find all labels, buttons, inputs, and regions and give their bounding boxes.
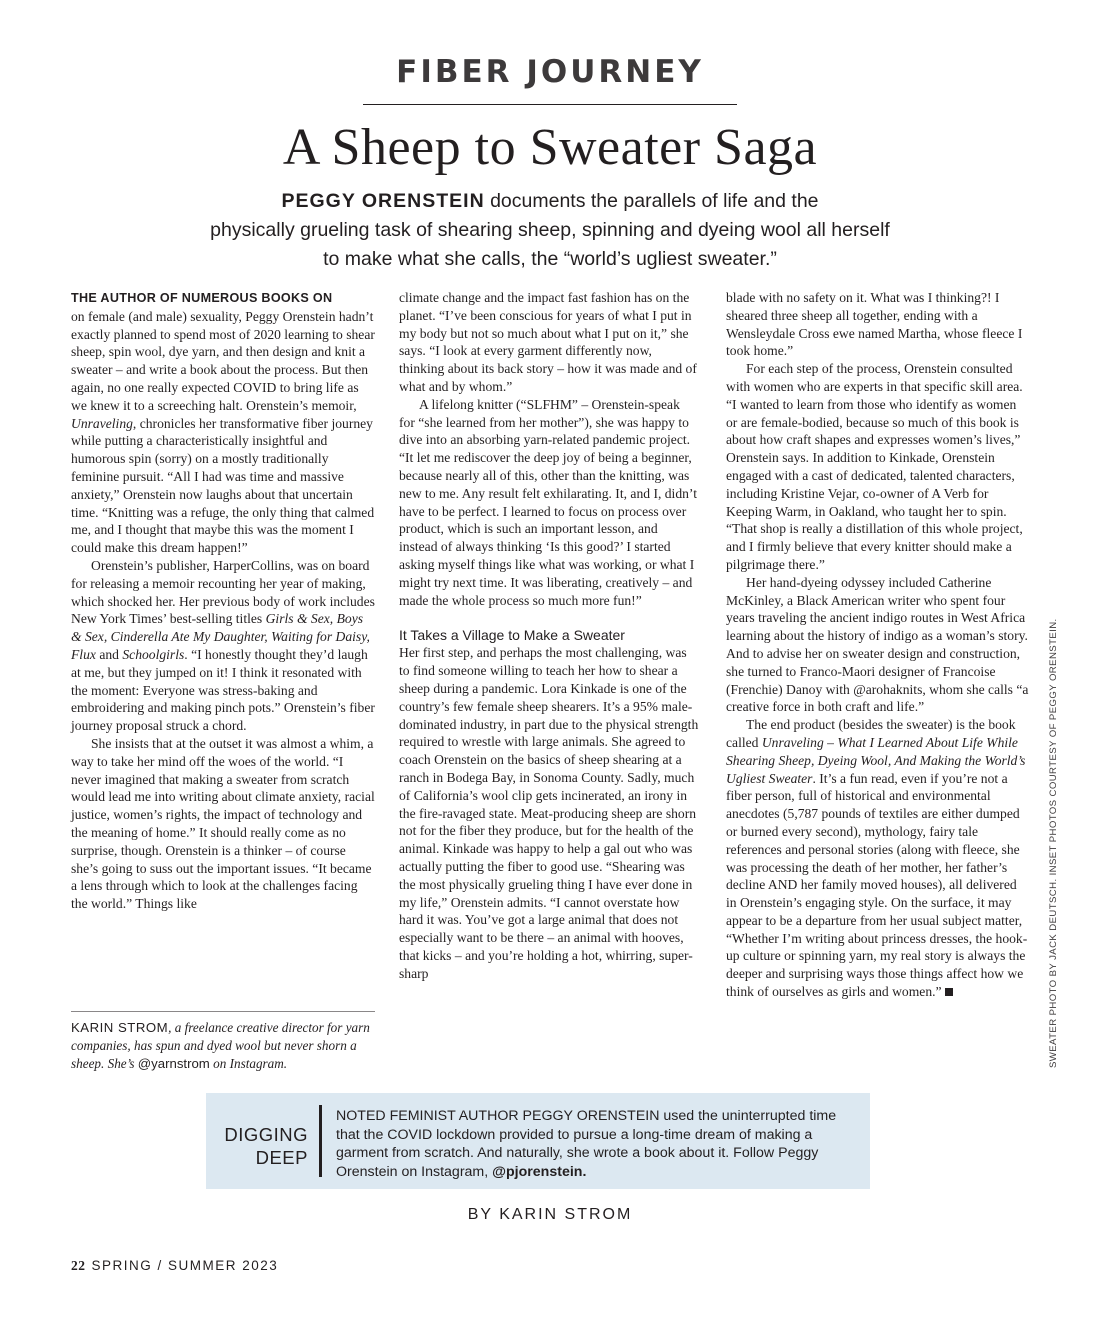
column-2 bbox=[399, 289, 699, 982]
folio bbox=[71, 1258, 278, 1274]
label-line: DEEP bbox=[255, 1147, 308, 1168]
paragraph bbox=[71, 289, 375, 557]
text-run: . It’s a fun read, even if you’re not a fiber person, full of historical and environmental anecdotes (5,787 pounds of textiles are either dumped or burned every second), mythology, fairy tale references and personal stories (along with fleece, she was processing the death of her mother, her father’s decline AND her family moved houses), all delivered in Orenstein’s engaging style. On the surface, it may appear to be a departure from her usual subject matter, “Whether I’m writing about princess dresses, the hook-up culture or spinning yarn, my real story is always the deeper and surprising ways those things affect how we think of ourselves as girls and women.” bbox=[726, 770, 1028, 1000]
photo-credit: SWEATER PHOTO BY JACK DEUTSCH. INSET PHOTOS COURTESY OF PEGGY ORENSTEIN. bbox=[1048, 618, 1059, 1068]
text-run: The end product (besides the sweater) is the book called bbox=[726, 717, 1016, 750]
page-number: 22 bbox=[71, 1258, 86, 1273]
header-rule bbox=[363, 104, 737, 105]
column-3 bbox=[726, 289, 1030, 1001]
digging-deep-text bbox=[336, 1107, 861, 1181]
book-title: Unraveling bbox=[71, 415, 133, 431]
text-run: on female (and male) sexuality, Peggy Orenstein hadn’t exactly planned to spend most of 2020 learning to shear sheep, spin wool, dye yarn, and then design and knit a sweater – and write a book about the process. But then again, no one really expected COVID to bring life as we knew it to a screeching halt. Orenstein’s memoir, bbox=[71, 308, 375, 413]
deck-line1: documents the parallels of life and the bbox=[484, 190, 819, 212]
text-run: , chronicles her transformative fiber journey while putting a characteristically insightful and humorous spin (sorry) on a mostly traditionally feminine pursuit. “All I had was time and massive anxiety,” Orenstein now laughs about that uncertain time. “Knitting was a refuge, the only thing that calmed me, and I thought that maybe this was the moment I could make this dream happen!” bbox=[71, 415, 375, 556]
bio-name: KARIN STROM bbox=[71, 1020, 169, 1035]
book-title: Unraveling – What I Learned About Life While Shearing Sheep, Dyeing Wool, And Making the World’s Ugliest Sweater bbox=[726, 734, 1026, 786]
paragraph: A lifelong knitter (“SLFHM” – Orenstein-speak for “she learned from her mother”), she was happy to dive into an absorbing yarn-related pandemic project. “It let me rediscover the deep joy of being a beginner, because nearly all of this, other than the knitting, was new to me. Any result felt exhilarating. It, and I, didn’t have to be perfect. I learned to focus on process over product, which is such an important lesson, and instead of always thinking ‘Is this good?’ I started asking myself things like what was working, or what I might try next time. It was liberating, creatively – and made the whole process so much more fun!” bbox=[399, 396, 697, 608]
article-title: A Sheep to Sweater Saga bbox=[282, 119, 818, 176]
deck-author: PEGGY ORENSTEIN bbox=[281, 190, 485, 212]
text-run: . “I honestly thought they’d laugh at me, but they jumped on it! I think it resonated with the moment: Everyone was stress-baking and embroidering and making pinch pots.” Orenstein’s fiber journey proposal struck a chord. bbox=[71, 646, 375, 734]
column-1 bbox=[71, 289, 375, 913]
paragraph: She insists that at the outset it was almost a whim, a way to take her mind off the woes of the world. “I never imagined that making a sweater from scratch would lead me into writing about climate anxiety, racial justice, women’s rights, the impact of technology and the meaning of home.” It should really come as no surprise, though. Orenstein is a thinker – of course she’s going to suss out the important issues. “It became a lens through which to look at the challenges facing the world.” Things like bbox=[71, 735, 375, 912]
paragraph: Her hand-dyeing odyssey included Catherine McKinley, a Black American writer who spent four years traveling the ancient indigo routes in West Africa learning about the history of indigo as a woman’s story. And to advise her on sweater design and construction, she turned to Franco-Maori designer of Francoise (Frenchie) Danoy with @arohaknits, whom she calls “a creative force in both craft and life.” bbox=[726, 574, 1029, 715]
bio-instagram-handle[interactable]: @yarnstrom bbox=[137, 1055, 210, 1071]
label-line: DIGGING bbox=[224, 1124, 308, 1145]
paragraph: For each step of the process, Orenstein consulted with women who are experts in that specific skill area. “I wanted to learn from those who identify as women or are female-bodied, because so much of this book is about how craft shapes and expresses women’s lives,” Orenstein says. In addition to Kinkade, Orenstein engaged with a cast of dedicated, talented characters, including Kristine Vejar, co-owner of A Verb for Keeping Warm, in Oakland, who taught her to spin. “That shop is really a distillation of this whole project, and I firmly believe that every knitter should make a pilgrimage there.” bbox=[726, 361, 1023, 572]
paragraph: Her first step, and perhaps the most challenging, was to find someone willing to teach her how to shear a sheep during a pandemic. Lora Kinkade is one of the country’s few female sheep shearers. It’s a 95% male-dominated industry, in part due to the physical strength required to wrestle with large animals. She agreed to coach Orenstein on the basics of sheep shearing at a ranch in Bodega Bay, in Sonoma County. Sadly, much of California’s wool clip gets incinerated, an irony in the fire-ravaged state. Meat-producing sheep are shorn not for the fiber they produce, but for the health of the animal. Kinkade was happy to help a gal out who was actually putting the fiber to good use. “Shearing was the most physically grueling thing I have ever done in my life,” Orenstein admits. “I cannot overstate how hard it was. You’ve got a large animal that does not especially want to be there – an animal with hooves, that kicks – and you’re holding a hot, whirring, super-sharp bbox=[399, 645, 699, 981]
digging-deep-label bbox=[206, 1123, 308, 1169]
author-bio bbox=[71, 1019, 371, 1072]
paragraph bbox=[726, 716, 1030, 1001]
byline: BY KARIN STROM bbox=[467, 1206, 633, 1223]
paragraph: climate change and the impact fast fashion has on the planet. “I’ve been conscious for years of what I put in my body but not so much about what I put on it,” she says. “I look at every garment differently now, thinking about its back story – how it was made and of what and by whom.” bbox=[399, 290, 697, 394]
paragraph bbox=[71, 557, 375, 735]
text-run: and bbox=[95, 646, 123, 662]
instagram-handle-link[interactable]: @pjorenstein. bbox=[492, 1163, 587, 1180]
digging-deep-rule bbox=[319, 1105, 322, 1177]
book-titles: Girls & Sex, Boys & Sex, Cinderella Ate My Daughter, Waiting for Daisy, Flux bbox=[71, 611, 370, 662]
text-run: Orenstein’s publisher, HarperCollins, was on board for releasing a memoir recounting her year of making, which shocked her. Her previous body of work includes New York Times’ best-selling titles bbox=[71, 557, 375, 627]
paragraph: blade with no safety on it. What was I thinking?! I sheared three sheep all together, ending with a Wensleydale Cross ewe named Martha, whose fleece I took home.” bbox=[726, 290, 1023, 359]
article-deck bbox=[150, 187, 950, 274]
deck-line3: to make what she calls, the “world’s ugliest sweater.” bbox=[323, 248, 777, 270]
subheading: It Takes a Village to Make a Sweater bbox=[399, 627, 625, 644]
section-label: FIBER JOURNEY bbox=[396, 54, 704, 90]
digging-deep-body: NOTED FEMINIST AUTHOR PEGGY ORENSTEIN used the uninterrupted time that the COVID lockdown provided to pursue a long-time dream of making a garment from scratch. And naturally, she wrote a book about it. Follow Peggy Orenstein on Instagram, bbox=[336, 1108, 837, 1180]
bio-text: , a freelance creative director for yarn companies, has spun and dyed wool but never shorn a sheep. She’s bbox=[71, 1020, 370, 1071]
bio-rule bbox=[71, 1011, 375, 1012]
lead-in: THE AUTHOR OF NUMEROUS BOOKS ON bbox=[71, 291, 333, 305]
bio-tail: on Instagram. bbox=[209, 1055, 288, 1071]
deck-line2: physically grueling task of shearing sheep, spinning and dyeing wool all herself bbox=[210, 219, 890, 241]
issue-name: SPRING / SUMMER 2023 bbox=[91, 1258, 279, 1273]
end-mark-icon bbox=[945, 988, 953, 996]
book-title: Schoolgirls bbox=[122, 646, 185, 662]
